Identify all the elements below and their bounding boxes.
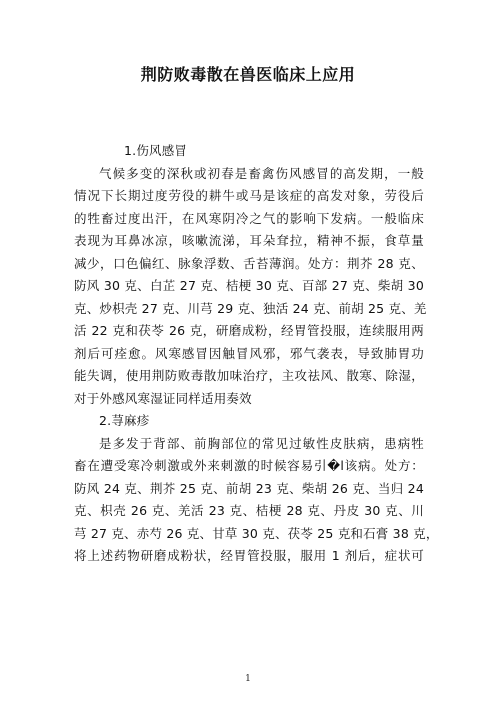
paragraph-line: 对于外感风寒湿证同样适用奏效 [74,390,252,406]
paragraph-line: 能失调，使用荆防败毒散加味治疗，主攻祛风、散寒、除湿， [74,368,424,383]
paragraph-line: 气候多变的深秋或初春是畜禽伤风感冒的高发期，一般 [99,165,424,181]
paragraph-line: 剂后可痊愈。风寒感冒因触冒风邪，邪气袭表，导致肺胃功 [74,345,424,361]
paragraph-line: 芎 27 克、赤芍 26 克、甘草 30 克、茯苓 25 克和石膏 38 克， [74,525,439,541]
paragraph-line: 克、炒枳壳 27 克、川芎 29 克、独活 24 克、前胡 25 克、羌 [74,300,427,316]
paragraph-line: 畜在遭受寒冷刺激或外来刺激的时候容易引�l该病。处方： [74,458,424,473]
document-body [74,140,439,568]
paragraph-line: 防风 24 克、荆芥 25 克、前胡 23 克、柴胡 26 克、当归 24 [74,480,424,496]
paragraph-line: 活 22 克和茯苓 26 克，研磨成粉，经胃管投服，连续服用两 [74,323,424,338]
page-number: 1 [245,674,251,684]
paragraph-line: 减少，口色偏红、脉象浮数、舌苔薄润。处方：荆芥 28 克、 [74,255,424,271]
paragraph-line: 情况下长期过度劳役的耕牛或马是该症的高发对象，劳役后 [74,188,424,203]
paragraph-line: 的牲畜过度出汗，在风寒阴冷之气的影响下发病。一般临床 [74,210,424,226]
section-heading-cold: 1.伤风感冒 [124,143,188,158]
section-heading-urticaria: 2.荨麻疹 [99,413,150,428]
paragraph-line: 防风 30 克、白芷 27 克、桔梗 30 克、百部 27 克、柴胡 30 [74,278,424,293]
paragraph-line: 表现为耳鼻冰凉，咳嗽流涕，耳朵耷拉，精神不振，食草量 [74,233,424,248]
paragraph-line: 将上述药物研磨成粉状，经胃管投服，服用 1 剂后，症状可 [74,548,424,563]
document-title: 荆防败毒散在兽医临床上应用 [140,65,356,84]
paragraph-line: 是多发于背部、前胸部位的常见过敏性皮肤病，患病牲 [99,435,424,451]
paragraph-line: 克、枳壳 26 克、羌活 23 克、桔梗 28 克、丹皮 30 克、川 [74,503,424,518]
